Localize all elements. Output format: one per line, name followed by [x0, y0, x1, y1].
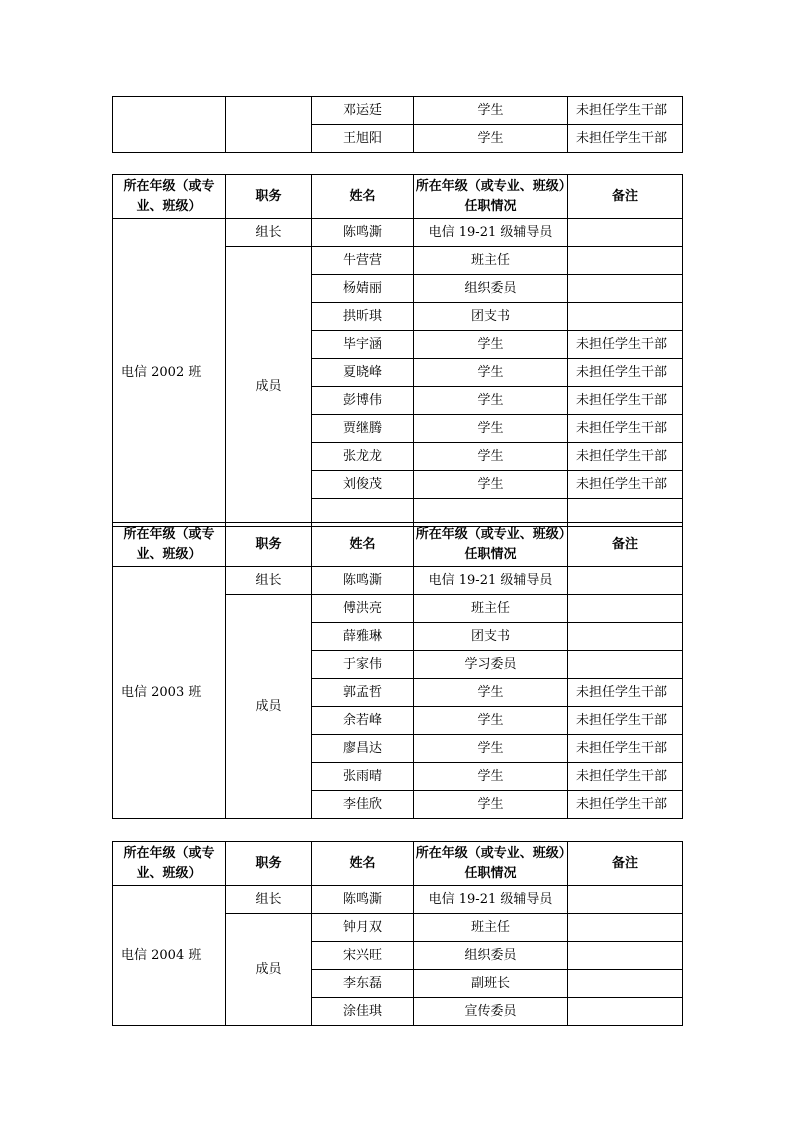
position-cell: 学生	[414, 791, 568, 819]
position-cell: 学生	[414, 443, 568, 471]
name-cell: 李佳欣	[312, 791, 414, 819]
member-role-cell: 成员	[226, 914, 312, 1026]
note-cell: 未担任学生干部	[568, 443, 683, 471]
position-cell: 副班长	[414, 970, 568, 998]
note-cell	[568, 247, 683, 275]
header-role: 职务	[226, 175, 312, 219]
note-cell: 未担任学生干部	[568, 735, 683, 763]
note-cell: 未担任学生干部	[568, 331, 683, 359]
position-cell: 学生	[414, 763, 568, 791]
note-cell	[568, 970, 683, 998]
name-cell: 刘俊茂	[312, 471, 414, 499]
position-cell: 学生	[414, 471, 568, 499]
grade-cell: 电信 2004 班	[113, 886, 226, 1026]
name-cell: 王旭阳	[312, 125, 414, 153]
name-cell: 陈鸣澌	[312, 219, 414, 247]
position-cell: 电信 19-21 级辅导员	[414, 886, 568, 914]
role-cell	[226, 97, 312, 153]
position-cell: 学生	[414, 125, 568, 153]
leader-role-cell: 组长	[226, 886, 312, 914]
position-cell: 学生	[414, 331, 568, 359]
name-cell: 涂佳琪	[312, 998, 414, 1026]
name-cell: 陈鸣澌	[312, 567, 414, 595]
note-cell	[568, 651, 683, 679]
note-cell: 未担任学生干部	[568, 359, 683, 387]
class-table-2004	[112, 841, 683, 1026]
name-cell: 余若峰	[312, 707, 414, 735]
grade-cell: 电信 2002 班	[113, 219, 226, 527]
position-cell: 班主任	[414, 595, 568, 623]
class-table-2002	[112, 174, 683, 527]
header-position: 所在年级（或专业、班级）任职情况	[414, 523, 568, 567]
header-note: 备注	[568, 175, 683, 219]
header-note: 备注	[568, 523, 683, 567]
note-cell: 未担任学生干部	[568, 707, 683, 735]
position-cell: 学习委员	[414, 651, 568, 679]
note-cell: 未担任学生干部	[568, 97, 683, 125]
name-cell: 邓运廷	[312, 97, 414, 125]
name-cell: 彭博伟	[312, 387, 414, 415]
header-grade: 所在年级（或专业、班级）	[113, 523, 226, 567]
note-cell: 未担任学生干部	[568, 471, 683, 499]
position-cell: 学生	[414, 679, 568, 707]
continuation-table	[112, 96, 683, 153]
name-cell: 李东磊	[312, 970, 414, 998]
note-cell: 未担任学生干部	[568, 763, 683, 791]
header-role: 职务	[226, 523, 312, 567]
position-cell: 班主任	[414, 914, 568, 942]
note-cell: 未担任学生干部	[568, 415, 683, 443]
class-table-2003	[112, 522, 683, 819]
grade-cell	[113, 97, 226, 153]
position-cell: 组织委员	[414, 942, 568, 970]
position-cell: 学生	[414, 97, 568, 125]
note-cell	[568, 623, 683, 651]
name-cell: 拱昕琪	[312, 303, 414, 331]
position-cell: 学生	[414, 359, 568, 387]
position-cell: 学生	[414, 707, 568, 735]
note-cell	[568, 219, 683, 247]
name-cell: 毕宇涵	[312, 331, 414, 359]
name-cell: 张雨晴	[312, 763, 414, 791]
name-cell: 夏晓峰	[312, 359, 414, 387]
note-cell: 未担任学生干部	[568, 791, 683, 819]
name-cell: 杨婧丽	[312, 275, 414, 303]
header-grade: 所在年级（或专业、班级）	[113, 842, 226, 886]
note-cell	[568, 942, 683, 970]
leader-role-cell: 组长	[226, 567, 312, 595]
position-cell: 学生	[414, 387, 568, 415]
position-cell: 班主任	[414, 247, 568, 275]
name-cell: 陈鸣澌	[312, 886, 414, 914]
header-name: 姓名	[312, 842, 414, 886]
name-cell: 于家伟	[312, 651, 414, 679]
position-cell: 学生	[414, 415, 568, 443]
note-cell	[568, 595, 683, 623]
note-cell: 未担任学生干部	[568, 387, 683, 415]
header-name: 姓名	[312, 175, 414, 219]
name-cell: 廖昌达	[312, 735, 414, 763]
name-cell: 张龙龙	[312, 443, 414, 471]
member-role-cell: 成员	[226, 247, 312, 527]
name-cell: 郭孟哲	[312, 679, 414, 707]
position-cell: 电信 19-21 级辅导员	[414, 567, 568, 595]
position-cell: 学生	[414, 735, 568, 763]
header-position: 所在年级（或专业、班级）任职情况	[414, 175, 568, 219]
note-cell: 未担任学生干部	[568, 125, 683, 153]
position-cell: 电信 19-21 级辅导员	[414, 219, 568, 247]
grade-cell: 电信 2003 班	[113, 567, 226, 819]
position-cell: 团支书	[414, 623, 568, 651]
note-cell	[568, 914, 683, 942]
note-cell	[568, 998, 683, 1026]
name-cell: 宋兴旺	[312, 942, 414, 970]
leader-role-cell: 组长	[226, 219, 312, 247]
header-position: 所在年级（或专业、班级）任职情况	[414, 842, 568, 886]
note-cell	[568, 303, 683, 331]
member-role-cell: 成员	[226, 595, 312, 819]
note-cell	[568, 567, 683, 595]
header-name: 姓名	[312, 523, 414, 567]
position-cell: 组织委员	[414, 275, 568, 303]
name-cell: 傅洪亮	[312, 595, 414, 623]
header-grade: 所在年级（或专业、班级）	[113, 175, 226, 219]
position-cell: 宣传委员	[414, 998, 568, 1026]
name-cell: 牛营营	[312, 247, 414, 275]
note-cell	[568, 275, 683, 303]
header-role: 职务	[226, 842, 312, 886]
note-cell	[568, 886, 683, 914]
header-note: 备注	[568, 842, 683, 886]
note-cell: 未担任学生干部	[568, 679, 683, 707]
name-cell: 贾继腾	[312, 415, 414, 443]
position-cell: 团支书	[414, 303, 568, 331]
name-cell: 薛雅琳	[312, 623, 414, 651]
name-cell: 钟月双	[312, 914, 414, 942]
